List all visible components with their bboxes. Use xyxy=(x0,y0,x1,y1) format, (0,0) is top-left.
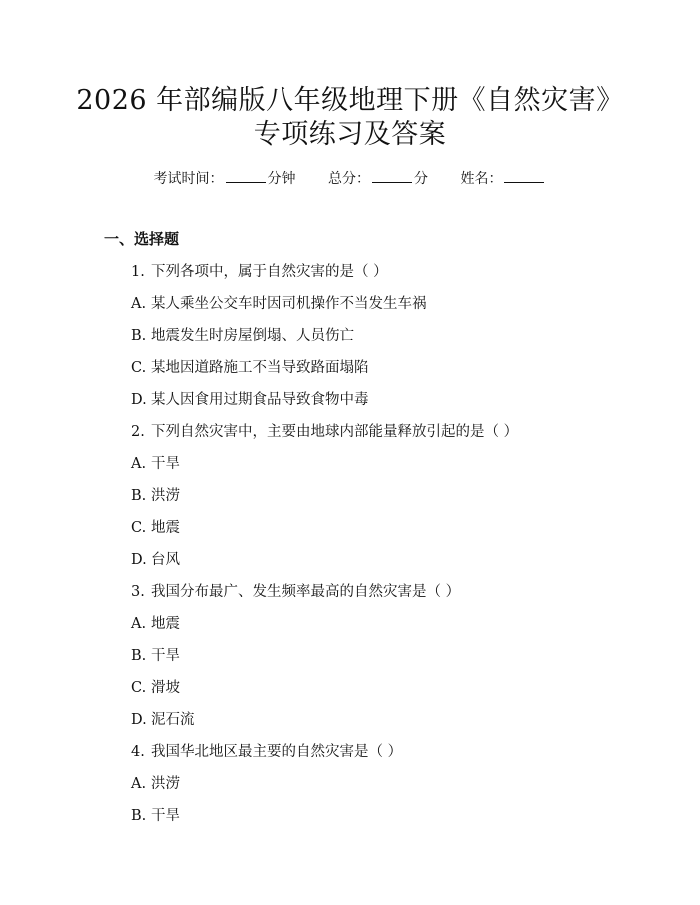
option-letter: B. xyxy=(131,488,147,504)
option-text: 干旱 xyxy=(151,456,180,472)
option-letter: A. xyxy=(131,616,147,632)
question-3 xyxy=(131,582,460,602)
name-field xyxy=(460,168,546,189)
total-score-unit: 分 xyxy=(414,171,428,187)
question-number: 4. xyxy=(131,744,145,760)
option-text: 洪涝 xyxy=(151,776,180,792)
question-text: 下列自然灾害中，主要由地球内部能量释放引起的是（ ） xyxy=(151,424,519,440)
question-1-option-b xyxy=(131,326,354,346)
question-3-option-b xyxy=(131,646,180,666)
name-blank xyxy=(504,168,544,183)
option-letter: C. xyxy=(131,360,147,376)
question-2-option-c xyxy=(131,518,180,538)
option-text: 干旱 xyxy=(151,808,180,824)
exam-time-field xyxy=(154,168,296,189)
question-number: 3. xyxy=(131,584,145,600)
option-letter: D. xyxy=(131,552,147,568)
option-text: 泥石流 xyxy=(151,712,195,728)
question-4-option-b xyxy=(131,806,180,826)
option-letter: A. xyxy=(131,296,147,312)
question-3-option-c xyxy=(131,678,180,698)
option-letter: C. xyxy=(131,680,147,696)
option-letter: D. xyxy=(131,392,147,408)
question-2-option-d xyxy=(131,550,180,570)
option-text: 地震 xyxy=(151,616,180,632)
question-3-option-d xyxy=(131,710,195,730)
total-score-field xyxy=(328,168,428,189)
question-2-option-b xyxy=(131,486,180,506)
exam-time-blank xyxy=(226,168,266,183)
total-score-label: 总分： xyxy=(328,171,370,187)
document-title-line1: 2026 年部编版八年级地理下册《自然灾害》 xyxy=(76,85,624,116)
option-letter: B. xyxy=(131,648,147,664)
question-4 xyxy=(131,742,402,762)
question-1-option-c xyxy=(131,358,369,378)
total-score-blank xyxy=(372,168,412,183)
option-text: 地震 xyxy=(151,520,180,536)
option-text: 台风 xyxy=(151,552,180,568)
option-text: 干旱 xyxy=(151,648,180,664)
question-4-option-a xyxy=(131,774,180,794)
name-label: 姓名： xyxy=(460,171,503,187)
exam-meta xyxy=(0,168,700,189)
option-text: 洪涝 xyxy=(151,488,180,504)
question-text: 下列各项中，属于自然灾害的是（ ） xyxy=(151,264,388,280)
question-1-option-d xyxy=(131,390,369,410)
option-text: 某人因食用过期食品导致食物中毒 xyxy=(151,392,369,408)
question-1 xyxy=(131,262,388,282)
question-number: 1. xyxy=(131,264,145,280)
question-2 xyxy=(131,422,518,442)
question-1-option-a xyxy=(131,294,427,314)
exam-time-unit: 分钟 xyxy=(267,171,296,187)
option-letter: A. xyxy=(131,456,147,472)
option-letter: D. xyxy=(131,712,147,728)
option-letter: A. xyxy=(131,776,147,792)
option-text: 某地因道路施工不当导致路面塌陷 xyxy=(151,360,369,376)
option-letter: B. xyxy=(131,808,147,824)
option-letter: C. xyxy=(131,520,147,536)
question-2-option-a xyxy=(131,454,180,474)
exam-time-label: 考试时间： xyxy=(153,171,224,187)
question-text: 我国华北地区最主要的自然灾害是（ ） xyxy=(151,744,403,760)
question-number: 2. xyxy=(131,424,145,440)
document-title-line2: 专项练习及答案 xyxy=(253,119,447,150)
section-title: 一、选择题 xyxy=(104,230,180,248)
question-3-option-a xyxy=(131,614,180,634)
option-text: 某人乘坐公交车时因司机操作不当发生车祸 xyxy=(151,296,427,312)
option-text: 地震发生时房屋倒塌、人员伤亡 xyxy=(151,328,354,344)
option-letter: B. xyxy=(131,328,147,344)
option-text: 滑坡 xyxy=(151,680,180,696)
question-text: 我国分布最广、发生频率最高的自然灾害是（ ） xyxy=(151,584,461,600)
